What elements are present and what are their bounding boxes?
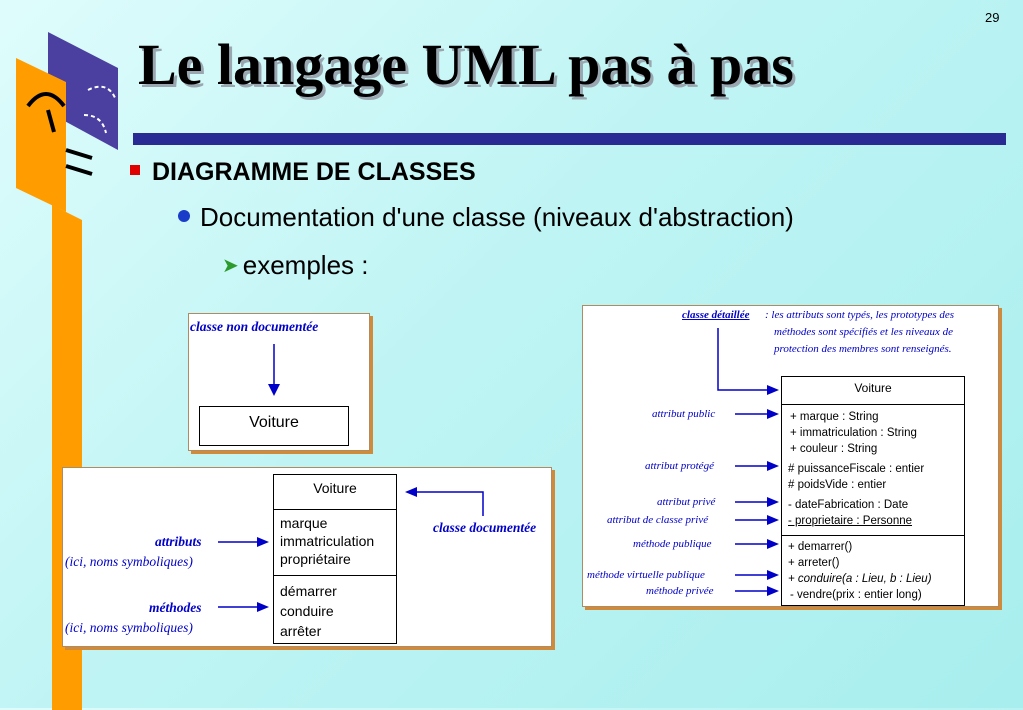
label-attributes-note: (ici, noms symboliques) (65, 554, 193, 569)
label-public-attribute: attribut public (652, 408, 716, 420)
annotation-arrows (583, 306, 998, 606)
attribute-item: marque (280, 515, 328, 531)
panel-undocumented-class (188, 313, 370, 451)
attribute-item: immatriculation (280, 533, 375, 549)
label-private-attribute: attribut privé (657, 496, 716, 508)
detailed-description-line2: méthodes sont spécifiés et les niveaux de (774, 326, 954, 338)
method-item: - vendre(prix : entier long) (790, 589, 922, 601)
label-documented-class: classe documentée (433, 520, 537, 535)
attribute-item: + marque : String (790, 411, 879, 423)
label-public-method: méthode publique (633, 538, 712, 550)
label-private-method: méthode privée (646, 585, 714, 597)
label-methods-note: (ici, noms symboliques) (65, 620, 193, 635)
bullet-level3-text: exemples : (242, 250, 369, 280)
attribute-item: + couleur : String (790, 443, 878, 455)
attribute-item: - dateFabrication : Date (788, 499, 909, 511)
label-undocumented-class: classe non documentée (190, 319, 319, 334)
bullet-square-icon (130, 165, 140, 175)
bullet-level1-text: DIAGRAMME DE CLASSES (152, 158, 476, 186)
bullet-level3 (222, 250, 369, 281)
slide-title: Le langage UML pas à pas (138, 32, 794, 97)
panel-detailed-class (582, 305, 999, 607)
uml-class-box-simple (199, 406, 349, 446)
slide-number: 29 (985, 10, 1000, 25)
title-underline (133, 133, 1006, 145)
label-methods: méthodes (149, 600, 202, 615)
attribute-item: # puissanceFiscale : entier (788, 463, 925, 475)
bullet-dot-icon (178, 210, 190, 222)
label-static-private-attribute: attribut de classe privé (607, 514, 709, 526)
method-item: conduire (280, 603, 334, 619)
class-name: Voiture (854, 381, 892, 395)
bullet-level2 (178, 202, 794, 233)
class-name: Voiture (313, 480, 357, 496)
method-item: + arreter() (788, 557, 840, 569)
method-item-virtual: + conduire(a : Lieu, b : Lieu) (788, 573, 932, 585)
attribute-item: propriétaire (280, 551, 351, 567)
method-item: arrêter (280, 623, 322, 639)
label-virtual-public-method: méthode virtuelle publique (587, 569, 705, 581)
method-item: démarrer (280, 583, 337, 599)
class-name: Voiture (249, 414, 299, 431)
annotation-arrows (63, 468, 551, 646)
method-item: + demarrer() (788, 541, 853, 553)
attribute-item-static: - proprietaire : Personne (788, 515, 913, 527)
bullet-level2-text: Documentation d'une classe (niveaux d'abstraction) (200, 202, 794, 232)
attribute-item: # poidsVide : entier (788, 479, 887, 491)
bullet-level1 (130, 158, 476, 187)
attribute-item: + immatriculation : String (790, 427, 917, 439)
label-protected-attribute: attribut protégé (645, 460, 714, 472)
panel-documented-class (62, 467, 552, 647)
label-detailed-class: classe détaillée (682, 309, 750, 321)
bullet-arrow-icon: ➤ (222, 255, 239, 277)
detailed-description-line1: : les attributs sont typés, les prototypes des (765, 309, 955, 321)
label-attributes: attributs (155, 534, 202, 549)
detailed-description-line3: protection des membres sont renseignés. (774, 343, 952, 355)
